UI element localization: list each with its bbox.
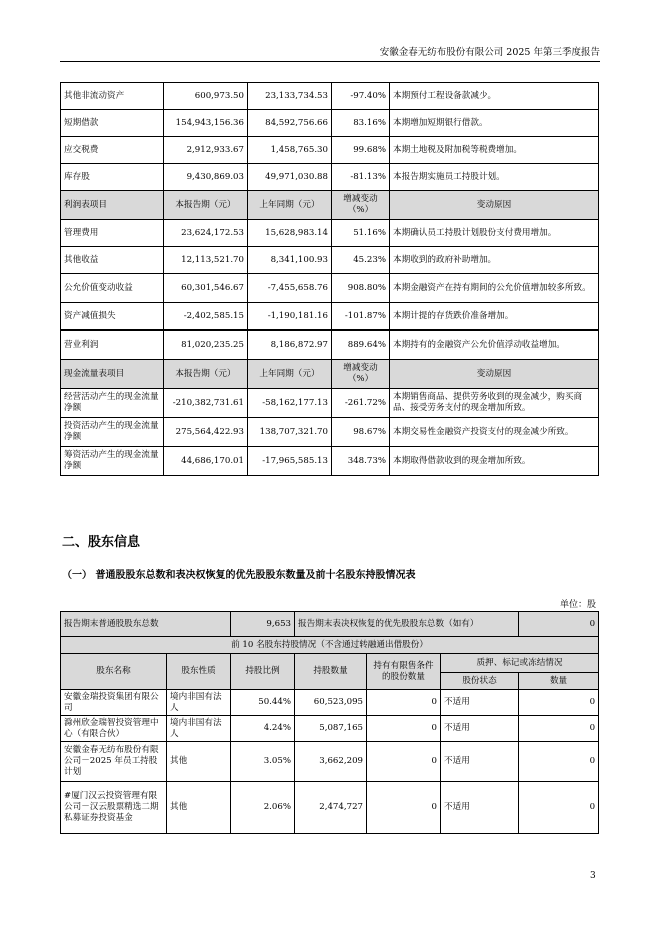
previous-cell: 49,971,030.88: [248, 164, 332, 191]
col-status: 股份状态: [441, 673, 519, 690]
change-cell: 45.23%: [332, 247, 390, 274]
current-cell: -210,382,731.61: [164, 389, 248, 418]
reason-cell: 本期收到的政府补助增加。: [390, 247, 599, 274]
table-row: [61, 247, 599, 274]
previous-cell: -7,455,658.76: [248, 274, 332, 303]
reason-cell: 本期增加短期银行借款。: [390, 110, 599, 137]
header-item: 利润表项目: [61, 191, 164, 220]
previous-cell: 23,133,734.53: [248, 83, 332, 110]
previous-cell: -1,190,181.16: [248, 303, 332, 331]
item-cell: 应交税费: [61, 137, 164, 164]
income-header-row: [61, 191, 599, 220]
cash-header-row: [61, 360, 599, 389]
reason-cell: 本期确认员工持股计划股份支付费用增加。: [390, 220, 599, 247]
holder-status: 不适用: [441, 742, 519, 782]
current-cell: 275,564,422.93: [164, 418, 248, 447]
holder-ratio: 50.44%: [231, 690, 295, 716]
table-row: [61, 447, 599, 476]
holder-nature: 其他: [167, 782, 231, 834]
table-row: [61, 330, 599, 360]
current-cell: 60,301,546.67: [164, 274, 248, 303]
holder-ratio: 3.05%: [231, 742, 295, 782]
previous-cell: -58,162,177.13: [248, 389, 332, 418]
header-reason: 变动原因: [390, 191, 599, 220]
reason-cell: 本期计提的存货跌价准备增加。: [390, 303, 599, 331]
table-row: [61, 303, 599, 331]
holder-count: 0: [519, 690, 599, 716]
item-cell: 投资活动产生的现金流量净额: [61, 418, 164, 447]
holder-count: 0: [519, 716, 599, 742]
item-cell: 其他非流动资产: [61, 83, 164, 110]
reason-cell: 本期土地税及附加税等税费增加。: [390, 137, 599, 164]
top10-title-row: [61, 637, 599, 654]
change-cell: 908.80%: [332, 274, 390, 303]
holder-qty: 60,523,095: [295, 690, 367, 716]
current-cell: 12,113,521.70: [164, 247, 248, 274]
holder-name: 安徽金瑞投资集团有限公司: [61, 690, 167, 716]
col-pledge: 质押、标记或冻结情况: [441, 654, 599, 673]
item-cell: 经营活动产生的现金流量净额: [61, 389, 164, 418]
change-cell: -97.40%: [332, 83, 390, 110]
header-current: 本报告期（元）: [164, 360, 248, 389]
total-label: 报告期末普通股股东总数: [61, 612, 231, 637]
reason-cell: 本期销售商品、提供劳务收到的现金减少，购买商品、接受劳务支付的现金增加所致。: [390, 389, 599, 418]
item-cell: 资产减值损失: [61, 303, 164, 331]
holder-ratio: 4.24%: [231, 716, 295, 742]
item-cell: 其他收益: [61, 247, 164, 274]
preferred-value: 0: [519, 612, 599, 637]
header-reason: 变动原因: [390, 360, 599, 389]
previous-cell: -17,965,585.13: [248, 447, 332, 476]
header-item: 现金流量表项目: [61, 360, 164, 389]
table-row: [61, 716, 599, 742]
holder-count: 0: [519, 742, 599, 782]
financial-change-table: [60, 82, 599, 476]
page-number: 3: [590, 871, 596, 881]
change-cell: 889.64%: [332, 330, 390, 360]
col-count: 数量: [519, 673, 599, 690]
change-cell: -101.87%: [332, 303, 390, 331]
holder-nature: 境内非国有法人: [167, 716, 231, 742]
holder-restricted: 0: [367, 716, 441, 742]
current-cell: 600,973.50: [164, 83, 248, 110]
table-row: [61, 137, 599, 164]
previous-cell: 8,186,872.97: [248, 330, 332, 360]
holder-count: 0: [519, 782, 599, 834]
section-title: 二、股东信息: [62, 535, 141, 550]
holder-ratio: 2.06%: [231, 782, 295, 834]
table-row: [61, 742, 599, 782]
change-cell: 348.73%: [332, 447, 390, 476]
previous-cell: 15,628,983.14: [248, 220, 332, 247]
col-name: 股东名称: [61, 654, 167, 690]
table-row: [61, 110, 599, 137]
header-change: 增减变动（%）: [332, 360, 390, 389]
holder-restricted: 0: [367, 690, 441, 716]
page-header: 安徽金春无纺布股份有限公司 2025 年第三季度报告: [60, 47, 600, 62]
header-current: 本报告期（元）: [164, 191, 248, 220]
change-cell: 83.16%: [332, 110, 390, 137]
holder-name: 安徽金春无纺布股份有限公司－2025 年员工持股计划: [61, 742, 167, 782]
item-cell: 公允价值变动收益: [61, 274, 164, 303]
subsection-title: （一） 普通股股东总数和表决权恢复的优先股股东数量及前十名股东持股情况表: [62, 570, 416, 581]
current-cell: 23,624,172.53: [164, 220, 248, 247]
current-cell: 81,020,235.25: [164, 330, 248, 360]
holder-qty: 5,087,165: [295, 716, 367, 742]
reason-cell: 本期金融资产在持有期间的公允价值增加较多所致。: [390, 274, 599, 303]
item-cell: 管理费用: [61, 220, 164, 247]
change-cell: 99.68%: [332, 137, 390, 164]
preferred-label: 报告期末表决权恢复的优先股股东总数（如有）: [295, 612, 519, 637]
total-row: [61, 612, 599, 637]
col-restricted: 持有有限售条件的股份数量: [367, 654, 441, 690]
previous-cell: 138,707,321.70: [248, 418, 332, 447]
table-row: [61, 690, 599, 716]
change-cell: -81.13%: [332, 164, 390, 191]
table-row: [61, 782, 599, 834]
table-row: [61, 164, 599, 191]
item-cell: 营业利润: [61, 330, 164, 360]
table-row: [61, 220, 599, 247]
holder-nature: 其他: [167, 742, 231, 782]
top10-title: 前 10 名股东持股情况（不含通过转融通出借股份）: [61, 637, 599, 654]
header-previous: 上年同期（元）: [248, 191, 332, 220]
table-row: [61, 418, 599, 447]
table-row: [61, 83, 599, 110]
col-ratio: 持股比例: [231, 654, 295, 690]
change-cell: 51.16%: [332, 220, 390, 247]
item-cell: 库存股: [61, 164, 164, 191]
column-header-row: [61, 654, 599, 673]
holder-restricted: 0: [367, 742, 441, 782]
current-cell: -2,402,585.15: [164, 303, 248, 331]
holder-status: 不适用: [441, 782, 519, 834]
current-cell: 2,912,933.67: [164, 137, 248, 164]
reason-cell: 本期预付工程设备款减少。: [390, 83, 599, 110]
current-cell: 154,943,156.36: [164, 110, 248, 137]
item-cell: 筹资活动产生的现金流量净额: [61, 447, 164, 476]
reason-cell: 本期交易性金融资产投资支付的现金减少所致。: [390, 418, 599, 447]
current-cell: 44,686,170.01: [164, 447, 248, 476]
change-cell: -261.72%: [332, 389, 390, 418]
unit-label: 单位：股: [559, 600, 596, 610]
table-row: [61, 274, 599, 303]
holder-nature: 境内非国有法人: [167, 690, 231, 716]
item-cell: 短期借款: [61, 110, 164, 137]
previous-cell: 1,458,765.30: [248, 137, 332, 164]
shareholder-table: [60, 611, 599, 834]
table-row: [61, 389, 599, 418]
holder-status: 不适用: [441, 690, 519, 716]
holder-status: 不适用: [441, 716, 519, 742]
header-previous: 上年同期（元）: [248, 360, 332, 389]
previous-cell: 84,592,756.66: [248, 110, 332, 137]
holder-qty: 2,474,727: [295, 782, 367, 834]
holder-name: 滁州欣金瑞智投资管理中心（有限合伙）: [61, 716, 167, 742]
reason-cell: 本报告期实施员工持股计划。: [390, 164, 599, 191]
reason-cell: 本期持有的金融资产公允价值浮动收益增加。: [390, 330, 599, 360]
reason-cell: 本期取得借款收到的现金增加所致。: [390, 447, 599, 476]
previous-cell: 8,341,100.93: [248, 247, 332, 274]
change-cell: 98.67%: [332, 418, 390, 447]
holder-name: #厦门汉云投资管理有限公司－汉云股票精选二期私募证券投资基金: [61, 782, 167, 834]
col-qty: 持股数量: [295, 654, 367, 690]
col-nature: 股东性质: [167, 654, 231, 690]
holder-restricted: 0: [367, 782, 441, 834]
header-change: 增减变动（%）: [332, 191, 390, 220]
holder-qty: 3,662,209: [295, 742, 367, 782]
total-value: 9,653: [231, 612, 295, 637]
current-cell: 9,430,869.03: [164, 164, 248, 191]
